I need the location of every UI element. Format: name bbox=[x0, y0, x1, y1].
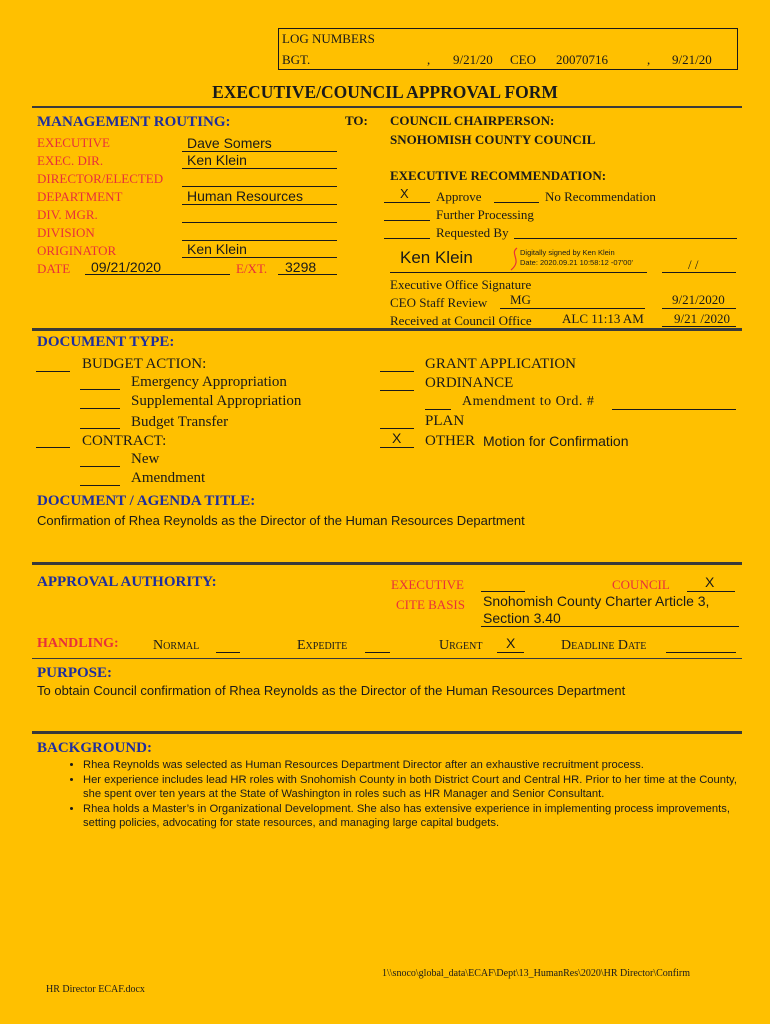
originator-value: Ken Klein bbox=[187, 241, 247, 257]
originator-label: ORIGINATOR bbox=[37, 243, 117, 258]
bgt-label: BGT. bbox=[282, 52, 311, 67]
exec-dir-label: EXEC. DIR. bbox=[37, 153, 104, 168]
ord-number-field-line[interactable] bbox=[612, 409, 736, 410]
originator-field-line bbox=[182, 257, 337, 258]
further-processing-blank[interactable] bbox=[384, 220, 430, 221]
handling-expedite-label: Expedite bbox=[297, 638, 348, 653]
ceo-staff-review-line[interactable] bbox=[500, 308, 645, 309]
executive-office-signature-label: Executive Office Signature bbox=[390, 277, 532, 292]
ceo-staff-review-value: MG bbox=[510, 292, 531, 307]
digital-signature-line2: Date: 2020.09.21 10:58:12 -07'00' bbox=[520, 258, 633, 267]
handling-normal-blank[interactable] bbox=[216, 652, 240, 653]
executive-recommendation-heading: EXECUTIVE RECOMMENDATION: bbox=[390, 168, 607, 183]
received-at-council-label: Received at Council Office bbox=[390, 313, 532, 328]
grant-application-blank[interactable] bbox=[380, 371, 414, 372]
director-field-line bbox=[182, 186, 337, 187]
ceo-number: 20070716 bbox=[556, 52, 608, 67]
ext-field-line bbox=[278, 274, 337, 275]
ceo-date: 9/21/20 bbox=[672, 52, 712, 67]
agenda-title-heading: DOCUMENT / AGENDA TITLE: bbox=[37, 493, 256, 509]
contract-amendment-label: Amendment bbox=[131, 470, 206, 486]
contract-new-blank[interactable] bbox=[80, 466, 120, 467]
requested-by-field-line[interactable] bbox=[514, 238, 737, 239]
agenda-title-value: Confirmation of Rhea Reynolds as the Director of the Human Resources Department bbox=[37, 513, 525, 528]
signature-date-line[interactable] bbox=[662, 272, 736, 273]
budget-transfer-label: Budget Transfer bbox=[131, 414, 229, 430]
contract-blank[interactable] bbox=[36, 447, 70, 448]
ceo-staff-review-date: 9/21/2020 bbox=[672, 292, 725, 307]
deadline-date-blank[interactable] bbox=[666, 652, 736, 653]
no-recommendation-label: No Recommendation bbox=[545, 189, 656, 204]
approval-executive-label: EXECUTIVE bbox=[391, 577, 464, 592]
approval-authority-heading: APPROVAL AUTHORITY: bbox=[37, 574, 217, 590]
ordinance-label: ORDINANCE bbox=[425, 375, 514, 391]
background-item: • Rhea holds a Master’s in Organizational Development. She also has extensive experience in implementing process improvements, setting policies, advocating for state resources, and managing large capital budgets. bbox=[83, 802, 753, 831]
plan-label: PLAN bbox=[425, 413, 465, 429]
department-label: DEPARTMENT bbox=[37, 189, 123, 204]
purpose-value: To obtain Council confirmation of Rhea Reynolds as the Director of the Human Resources Department bbox=[37, 683, 626, 698]
form-title: EXECUTIVE/COUNCIL APPROVAL FORM bbox=[212, 82, 558, 102]
plan-blank[interactable] bbox=[380, 428, 414, 429]
approval-executive-blank[interactable] bbox=[481, 591, 525, 592]
other-label: OTHER bbox=[425, 433, 475, 449]
department-value: Human Resources bbox=[187, 188, 303, 204]
amendment-to-ord-blank[interactable] bbox=[425, 409, 451, 410]
executive-label: EXECUTIVE bbox=[37, 135, 110, 150]
signature-date-slashes: / / bbox=[688, 257, 699, 272]
footer-filename: HR Director ECAF.docx bbox=[46, 984, 145, 995]
handling-urgent-label: Urgent bbox=[439, 638, 483, 653]
exec-dir-value: Ken Klein bbox=[187, 152, 247, 168]
div-mgr-label: DIV. MGR. bbox=[37, 207, 98, 222]
ceo-staff-review-label: CEO Staff Review bbox=[390, 295, 488, 310]
deadline-date-label: Deadline Date bbox=[561, 638, 647, 653]
handling-heading: HANDLING: bbox=[37, 636, 119, 651]
emergency-appropriation-label: Emergency Appropriation bbox=[131, 374, 287, 390]
amendment-to-ord-label: Amendment to Ord. # bbox=[462, 394, 595, 409]
division-label: DIVISION bbox=[37, 225, 95, 240]
date-value: 09/21/2020 bbox=[91, 259, 162, 275]
contract-label: CONTRACT: bbox=[82, 433, 167, 449]
other-mark: X bbox=[392, 430, 402, 446]
signature-field-line[interactable] bbox=[390, 272, 647, 273]
purpose-heading: PURPOSE: bbox=[37, 665, 112, 681]
requested-by-label: Requested By bbox=[436, 225, 509, 240]
background-item: • Rhea Reynolds was selected as Human Resources Department Director after an exhaustive recruitment process. bbox=[83, 758, 753, 773]
exec-dir-field-line bbox=[182, 168, 337, 169]
management-routing-heading: MANAGEMENT ROUTING: bbox=[37, 114, 231, 130]
handling-urgent-mark: X bbox=[506, 635, 516, 651]
purpose-divider bbox=[32, 731, 742, 734]
handling-divider bbox=[32, 658, 742, 659]
background-list bbox=[58, 758, 753, 831]
approve-label: Approve bbox=[436, 189, 482, 204]
cite-basis-line2: Section 3.40 bbox=[483, 610, 561, 626]
signature-name: Ken Klein bbox=[400, 248, 473, 267]
cite-basis-field-line[interactable] bbox=[481, 626, 739, 627]
approve-mark: X bbox=[400, 186, 409, 201]
handling-expedite-blank[interactable] bbox=[365, 652, 390, 653]
contract-amendment-blank[interactable] bbox=[80, 485, 120, 486]
div-mgr-field-line bbox=[182, 222, 337, 223]
requested-by-blank[interactable] bbox=[384, 238, 430, 239]
ordinance-blank[interactable] bbox=[380, 390, 414, 391]
approval-council-mark: X bbox=[705, 574, 715, 590]
council-chairperson-label: COUNCIL CHAIRPERSON: bbox=[390, 113, 555, 128]
handling-normal-label: Normal bbox=[153, 638, 200, 653]
ext-label: E/XT. bbox=[236, 261, 268, 276]
log-numbers-label: LOG NUMBERS bbox=[282, 31, 375, 46]
grant-application-label: GRANT APPLICATION bbox=[425, 356, 576, 372]
date-label: DATE bbox=[37, 261, 71, 276]
bgt-date: 9/21/20 bbox=[453, 52, 493, 67]
supplemental-appropriation-label: Supplemental Appropriation bbox=[131, 393, 302, 409]
handling-urgent-blank[interactable] bbox=[497, 652, 524, 653]
other-value: Motion for Confirmation bbox=[483, 433, 629, 449]
department-field-line bbox=[182, 204, 337, 205]
further-processing-label: Further Processing bbox=[436, 207, 534, 222]
ceo-label: CEO bbox=[510, 52, 536, 67]
footer-file-path: 1\\snoco\global_data\ECAF\Dept\13_HumanRes\2020\HR Director\Confirm bbox=[382, 968, 691, 979]
routing-divider bbox=[32, 328, 742, 331]
emergency-appropriation-blank[interactable] bbox=[80, 389, 120, 390]
snohomish-county-council-label: SNOHOMISH COUNTY COUNCIL bbox=[390, 132, 596, 147]
approval-council-label: COUNCIL bbox=[612, 577, 670, 592]
cite-basis-label: CITE BASIS bbox=[396, 597, 465, 612]
cite-basis-line1: Snohomish County Charter Article 3, bbox=[483, 593, 710, 609]
executive-value: Dave Somers bbox=[187, 135, 272, 151]
background-heading: BACKGROUND: bbox=[37, 740, 152, 756]
budget-action-label: BUDGET ACTION: bbox=[82, 356, 207, 372]
received-date: 9/21 /2020 bbox=[674, 311, 730, 326]
title-divider bbox=[32, 106, 742, 108]
date-field-line bbox=[85, 274, 230, 275]
supplemental-appropriation-blank[interactable] bbox=[80, 408, 120, 409]
to-label: TO: bbox=[345, 113, 368, 128]
budget-transfer-blank[interactable] bbox=[80, 428, 120, 429]
approve-blank[interactable] bbox=[384, 202, 430, 203]
bgt-comma: , bbox=[427, 52, 431, 67]
received-time: ALC 11:13 AM bbox=[562, 311, 644, 326]
digital-signature-line1: Digitally signed by Ken Klein bbox=[520, 248, 615, 257]
background-item: • Her experience includes lead HR roles with Snohomish County in both District Court and Central HR. Prior to her time at the County, she spent over ten years at the State of Washington in roles such as HR Manager and Senior Consultant. bbox=[83, 773, 753, 802]
contract-new-label: New bbox=[131, 451, 160, 467]
other-blank[interactable] bbox=[380, 447, 414, 448]
document-type-heading: DOCUMENT TYPE: bbox=[37, 334, 175, 350]
budget-action-blank[interactable] bbox=[36, 371, 70, 372]
approval-council-blank[interactable] bbox=[687, 591, 735, 592]
received-date-line[interactable] bbox=[662, 326, 736, 327]
agenda-divider bbox=[32, 562, 742, 565]
no-recommendation-blank[interactable] bbox=[494, 202, 539, 203]
ext-value: 3298 bbox=[285, 259, 317, 275]
ceo-staff-date-line[interactable] bbox=[662, 308, 736, 309]
ceo-comma: , bbox=[647, 52, 651, 67]
director-elected-label: DIRECTOR/ELECTED bbox=[37, 171, 164, 186]
